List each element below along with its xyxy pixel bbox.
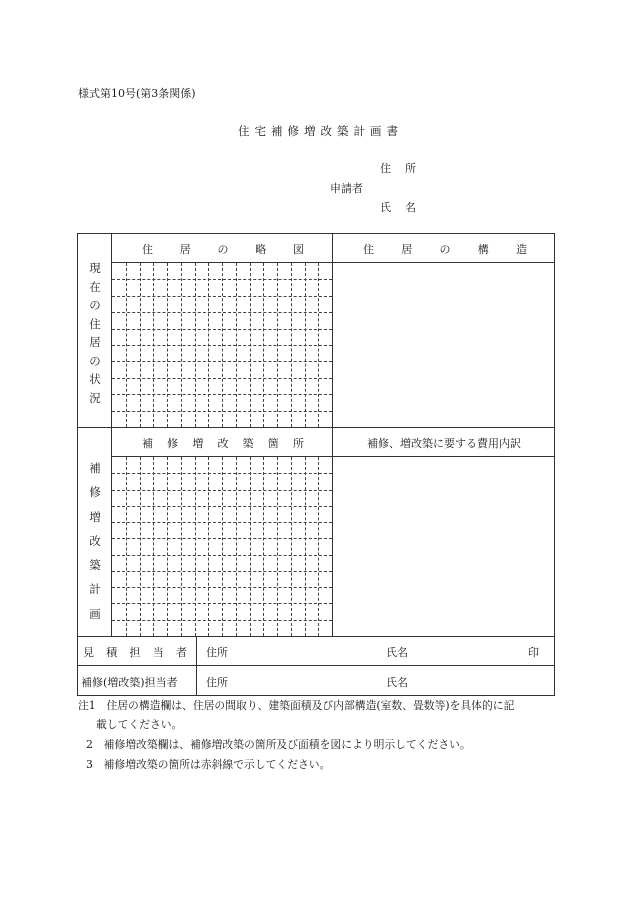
applicant-label: 申請者 — [330, 182, 363, 195]
grid-col-line — [140, 457, 141, 636]
grid-col-line — [222, 457, 223, 636]
grid-col-line — [291, 263, 292, 427]
grid-col-line — [277, 457, 278, 636]
grid-col-line — [181, 457, 182, 636]
form-number: 様式第10号(第3条関係) — [78, 87, 196, 100]
grid-col-line — [153, 263, 154, 427]
estimator-seal-label: 印 — [528, 646, 539, 659]
repair-location-grid — [112, 457, 332, 636]
grid-col-line — [263, 457, 264, 636]
grid-col-line — [250, 457, 251, 636]
grid-col-line — [208, 457, 209, 636]
current-status-side-label: 現 在 の 住 居 の 状 況 — [89, 261, 101, 405]
grid-col-line — [291, 457, 292, 636]
grid-col-line — [167, 263, 168, 427]
grid-col-line — [195, 457, 196, 636]
repair-location-header: 補 修 増 改 築 箇 所 — [142, 437, 304, 450]
current-sketch-grid — [112, 263, 332, 427]
document-title: 住宅補修増改築計画書 — [238, 124, 403, 138]
cost-breakdown-header: 補修、増改築に要する費用内訳 — [367, 437, 521, 450]
note-2: 2 補修増改築欄は、補修増改築の箇所及び面積を図により明示してください。 — [86, 738, 471, 751]
grid-col-line — [236, 263, 237, 427]
grid-col-line — [277, 263, 278, 427]
section-divider — [77, 427, 555, 428]
applicant-address-label: 住所 — [380, 162, 430, 175]
sketch-header: 住 居 の 略 図 — [142, 243, 304, 256]
rows-top-divider — [77, 636, 555, 637]
grid-col-line — [208, 263, 209, 427]
rows-middle-divider — [77, 665, 555, 666]
contractor-address-label: 住所 — [206, 676, 228, 689]
grid-col-line — [222, 263, 223, 427]
estimator-address-label: 住所 — [206, 646, 228, 659]
estimator-name-label: 氏名 — [386, 646, 408, 659]
grid-col-line — [167, 457, 168, 636]
grid-col-line — [236, 457, 237, 636]
grid-col-line — [305, 263, 306, 427]
grid-col-line — [126, 263, 127, 427]
grid-col-line — [263, 263, 264, 427]
estimator-label: 見 積 担 当 者 — [83, 646, 187, 659]
contractor-name-label: 氏名 — [386, 676, 408, 689]
grid-col-line — [195, 263, 196, 427]
grid-col-line — [250, 263, 251, 427]
note-1-continued: 載してください。 — [96, 718, 183, 731]
grid-col-line — [305, 457, 306, 636]
grid-col-line — [126, 457, 127, 636]
contractor-label: 補修(増改築)担当者 — [81, 676, 178, 689]
grid-col-line — [181, 263, 182, 427]
repair-plan-side-label: 補 修 増 改 築 計 画 — [89, 461, 101, 621]
structure-header: 住 居 の 構 造 — [363, 243, 527, 256]
note-3: 3 補修増改築の箇所は赤斜線で示してください。 — [86, 758, 331, 771]
applicant-name-label: 氏名 — [380, 201, 430, 214]
grid-col-line — [318, 263, 319, 427]
grid-col-line — [140, 263, 141, 427]
grid-col-line — [318, 457, 319, 636]
grid-col-line — [153, 457, 154, 636]
note-1: 注1 住居の構造欄は、住居の間取り、建築面積及び内部構造(室数、畳数等)を具体的に記 — [78, 699, 515, 712]
rows-label-divider — [196, 636, 197, 696]
